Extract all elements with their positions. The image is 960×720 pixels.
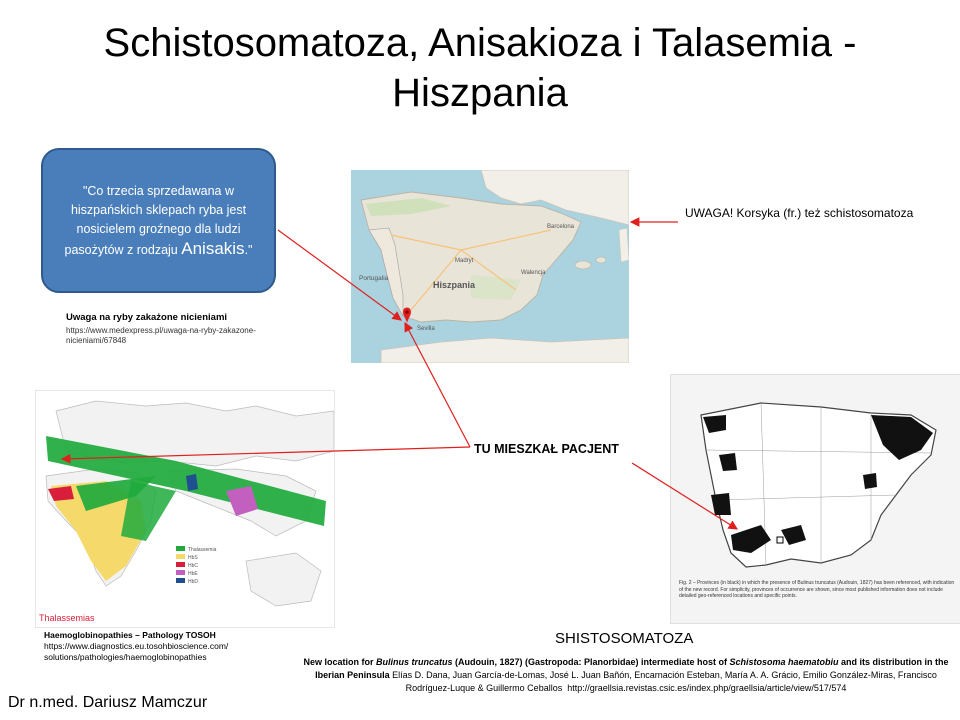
corsica-note: UWAGA! Korsyka (fr.) też schistosomatoza bbox=[685, 206, 914, 220]
thal-source-url-2: solutions/pathologies/haemoglobinopathies bbox=[44, 652, 207, 662]
patient-location-label: TU MIESZKAŁ PACJENT bbox=[474, 442, 619, 456]
paper-citation bbox=[300, 656, 952, 695]
legend-hbc: HbC bbox=[188, 563, 199, 569]
spain-map bbox=[351, 170, 629, 363]
legend-thalassemia: Thalassemia bbox=[188, 547, 217, 553]
paper-url-link[interactable]: http://graellsia.revistas.csic.es/index.php/graellsia/article/view/517/574 bbox=[567, 683, 847, 693]
fish-warning-heading: Uwaga na ryby zakażone nicieniami bbox=[66, 312, 228, 323]
barcelona-label: Barcelona bbox=[547, 224, 575, 230]
thal-source-heading: Haemoglobinopathies – Pathology TOSOH bbox=[44, 630, 216, 640]
quote-callout bbox=[41, 148, 276, 293]
thalassemia-map-graphic bbox=[36, 391, 334, 627]
quote-end: ." bbox=[244, 242, 253, 257]
schistosomiasis-label: SHISTOSOMATOZA bbox=[555, 630, 694, 647]
legend-hbd: HbD bbox=[188, 579, 199, 585]
thalassemia-source bbox=[44, 630, 228, 663]
sevilla-label: Sevilla bbox=[417, 326, 435, 332]
madrid-label: Madryt bbox=[455, 258, 474, 264]
quote-text: "Co trzecia sprzedawana w hiszpańskich sklepach ryba jest nosicielem groźnego dla ludzi pasożytów z rodzaju bbox=[64, 183, 247, 257]
paper-title-b: (Audouin, 1827) (Gastropoda: Planorbidae) intermediate host of bbox=[452, 657, 730, 667]
fish-warning-url: https://www.medexpress.pl/uwaga-na-ryby-zakazone-nicieniami/67848 bbox=[66, 326, 256, 345]
iberia-map-caption: Fig. 2 – Provinces (in black) in which the presence of Bulinus truncatus (Audouin, 1827) has been referenced, with indication of the new record. For simplicity, provinces of occurrence are shown, since most published information does not include detailed geo-referenced locations and specific points. bbox=[679, 580, 955, 599]
iberia-province-map bbox=[670, 374, 960, 624]
spain-label: Hiszpania bbox=[433, 280, 476, 290]
paper-title-species: Bulinus truncatus bbox=[375, 657, 453, 667]
portugal-label: Portugalia bbox=[359, 275, 389, 282]
paper-title-c: and its distribution in the Iberian Peninsula bbox=[315, 657, 949, 680]
valencia-label: Walencja bbox=[521, 270, 546, 276]
iberia-map-graphic bbox=[671, 375, 960, 623]
thal-source-url-1: https://www.diagnostics.eu.tosohbioscience.com/ bbox=[44, 641, 229, 651]
thalassemia-map bbox=[35, 390, 335, 628]
paper-title-a: New location for bbox=[303, 657, 376, 667]
quote-highlight: Anisakis bbox=[181, 238, 245, 258]
paper-title-host: Schistosoma haematobiu bbox=[729, 657, 839, 667]
legend-hbs: HbS bbox=[188, 555, 198, 561]
slide-title: Schistosomatoza, Anisakioza i Talasemia - Hiszpania bbox=[103, 21, 857, 115]
author-name: Dr n.med. Dariusz Mamczur bbox=[8, 694, 208, 711]
fish-warning-source bbox=[66, 313, 266, 346]
new-record-marker-icon bbox=[777, 537, 783, 543]
legend-hbe: HbE bbox=[188, 571, 198, 577]
spain-map-graphic bbox=[351, 170, 629, 363]
paper-authors: Elías D. Dana, Juan García-de-Lomas, José L. Juan Bañón, Encarnación Esteban, María A. A. Grácio, Emilio González-Miras, Francisco Rodríguez-Luque & Guillermo Ceballos bbox=[389, 670, 937, 693]
thalassemias-label: Thalassemias bbox=[39, 613, 95, 623]
